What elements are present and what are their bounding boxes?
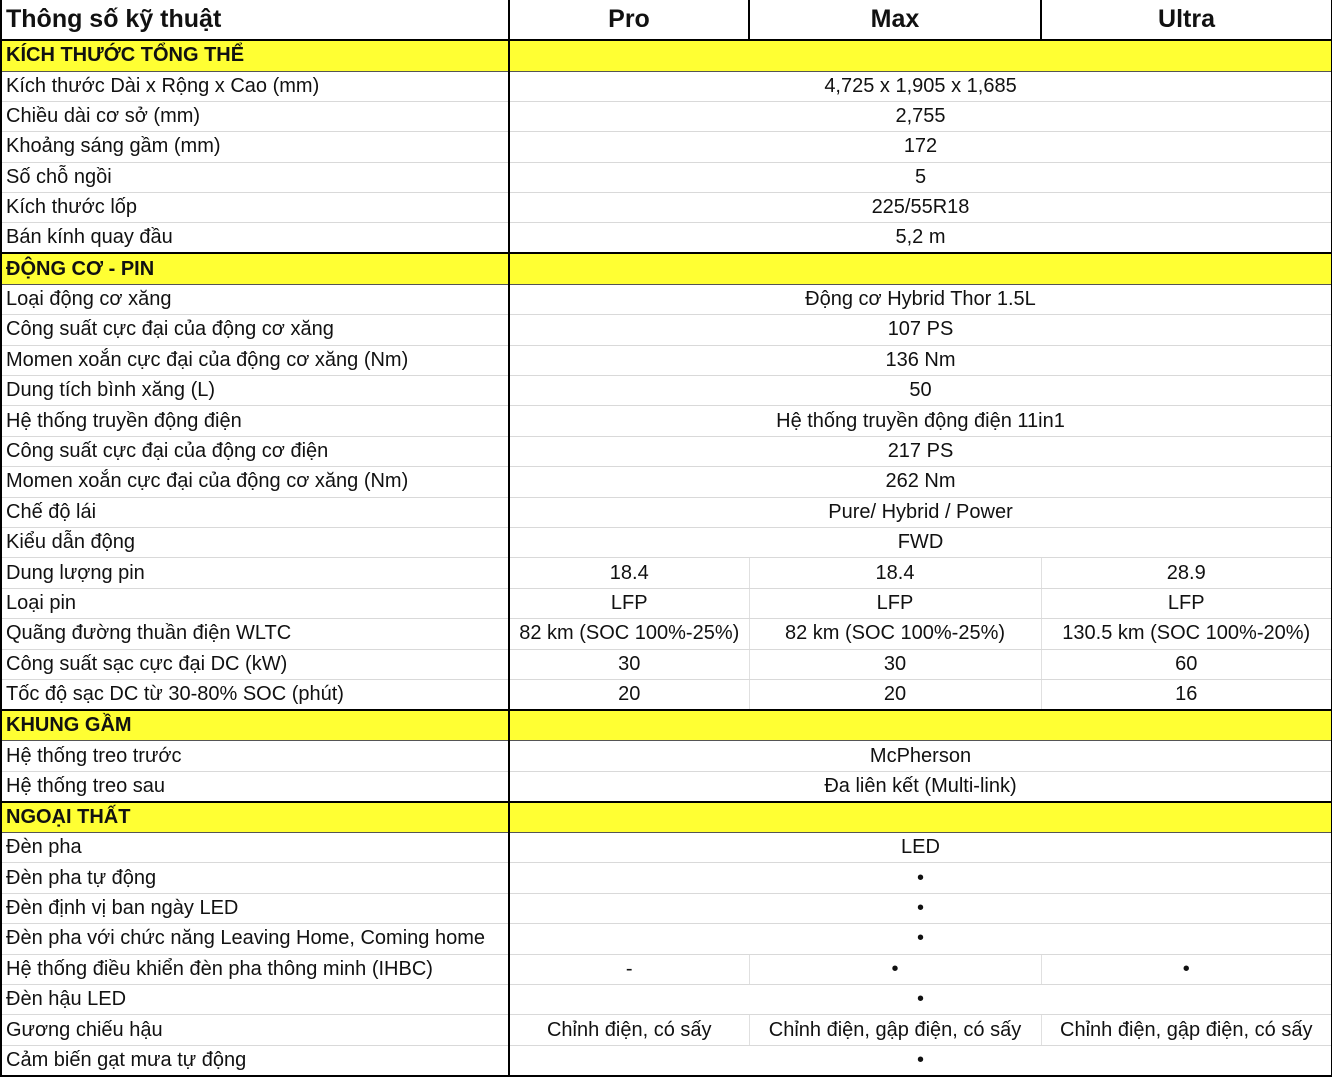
row-value-pro: 30: [509, 649, 749, 679]
row-value-all: 225/55R18: [509, 193, 1332, 223]
row-value-all: FWD: [509, 527, 1332, 557]
row-label: Hệ thống truyền động điện: [1, 406, 509, 436]
row-value-all: Pure/ Hybrid / Power: [509, 497, 1332, 527]
row-value-ultra: 130.5 km (SOC 100%-20%): [1041, 619, 1332, 649]
table-row: [1, 1045, 1332, 1075]
table-row: [1, 771, 1332, 801]
row-value-pro: -: [509, 954, 749, 984]
row-value-ultra: LFP: [1041, 588, 1332, 618]
row-value-all: Hệ thống truyền động điện 11in1: [509, 406, 1332, 436]
row-label: Công suất cực đại của động cơ xăng: [1, 315, 509, 345]
table-row: [1, 558, 1332, 588]
row-label: Hệ thống treo sau: [1, 771, 509, 801]
table-row: [1, 436, 1332, 466]
row-value-max: •: [749, 954, 1041, 984]
row-label: Hệ thống treo trước: [1, 741, 509, 771]
table-row: [1, 497, 1332, 527]
row-value-all: 136 Nm: [509, 345, 1332, 375]
table-row: [1, 619, 1332, 649]
row-value-ultra: 60: [1041, 649, 1332, 679]
row-value-all: Đa liên kết (Multi-link): [509, 771, 1332, 801]
row-value-ultra: Chỉnh điện, gập điện, có sấy: [1041, 1015, 1332, 1045]
row-value-all: •: [509, 924, 1332, 954]
header-ultra: Ultra: [1041, 0, 1332, 40]
table-row: [1, 162, 1332, 192]
table-row: [1, 863, 1332, 893]
row-label: Quãng đường thuần điện WLTC: [1, 619, 509, 649]
section-title: NGOẠI THẤT: [1, 802, 509, 833]
header-pro: Pro: [509, 0, 749, 40]
table-row: [1, 649, 1332, 679]
row-label: Hệ thống điều khiển đèn pha thông minh (IHBC): [1, 954, 509, 984]
row-value-all: 50: [509, 376, 1332, 406]
row-value-pro: Chỉnh điện, có sấy: [509, 1015, 749, 1045]
row-label: Kiểu dẫn động: [1, 527, 509, 557]
table-row: [1, 924, 1332, 954]
row-value-all: •: [509, 893, 1332, 923]
row-label: Loại động cơ xăng: [1, 284, 509, 314]
row-value-all: •: [509, 863, 1332, 893]
row-value-all: •: [509, 1045, 1332, 1075]
table-row: [1, 315, 1332, 345]
section-title: KHUNG GẦM: [1, 710, 509, 741]
row-value-all: 5: [509, 162, 1332, 192]
row-label: Khoảng sáng gầm (mm): [1, 132, 509, 162]
row-value-max: 82 km (SOC 100%-25%): [749, 619, 1041, 649]
row-value-max: 20: [749, 679, 1041, 709]
row-label: Đèn pha với chức năng Leaving Home, Coming home: [1, 924, 509, 954]
row-value-all: 262 Nm: [509, 467, 1332, 497]
row-value-ultra: •: [1041, 954, 1332, 984]
table-row: [1, 406, 1332, 436]
row-value-max: LFP: [749, 588, 1041, 618]
row-label: Dung lượng pin: [1, 558, 509, 588]
table-row: [1, 284, 1332, 314]
row-value-all: •: [509, 985, 1332, 1015]
table-row: [1, 527, 1332, 557]
row-value-all: 172: [509, 132, 1332, 162]
row-label: Đèn pha tự động: [1, 863, 509, 893]
row-label: Momen xoắn cực đại của động cơ xăng (Nm): [1, 467, 509, 497]
header-row: [1, 0, 1332, 40]
spec-table-body: [1, 0, 1332, 1076]
table-row: [1, 193, 1332, 223]
row-value-pro: 20: [509, 679, 749, 709]
table-row: [1, 467, 1332, 497]
table-row: [1, 345, 1332, 375]
row-value-pro: LFP: [509, 588, 749, 618]
table-row: [1, 985, 1332, 1015]
table-row: [1, 954, 1332, 984]
table-row: [1, 1015, 1332, 1045]
row-value-all: 4,725 x 1,905 x 1,685: [509, 71, 1332, 101]
section-header-row: [1, 802, 1332, 833]
row-label: Chiều dài cơ sở (mm): [1, 101, 509, 131]
section-header-row: [1, 253, 1332, 284]
row-value-max: 18.4: [749, 558, 1041, 588]
table-row: [1, 101, 1332, 131]
row-value-max: Chỉnh điện, gập điện, có sấy: [749, 1015, 1041, 1045]
section-title: ĐỘNG CƠ - PIN: [1, 253, 509, 284]
row-label: Tốc độ sạc DC từ 30-80% SOC (phút): [1, 679, 509, 709]
row-value-all: 217 PS: [509, 436, 1332, 466]
row-label: Chế độ lái: [1, 497, 509, 527]
row-label: Gương chiếu hậu: [1, 1015, 509, 1045]
row-value-pro: 18.4: [509, 558, 749, 588]
row-label: Số chỗ ngồi: [1, 162, 509, 192]
row-value-ultra: 28.9: [1041, 558, 1332, 588]
row-label: Đèn hậu LED: [1, 985, 509, 1015]
table-row: [1, 223, 1332, 253]
header-max: Max: [749, 0, 1041, 40]
section-title: KÍCH THƯỚC TỔNG THỂ: [1, 40, 509, 71]
row-value-all: 107 PS: [509, 315, 1332, 345]
row-value-all: LED: [509, 833, 1332, 863]
table-row: [1, 893, 1332, 923]
table-row: [1, 741, 1332, 771]
section-filler: [509, 802, 1332, 833]
section-header-row: [1, 710, 1332, 741]
row-value-all: 5,2 m: [509, 223, 1332, 253]
section-filler: [509, 253, 1332, 284]
table-row: [1, 376, 1332, 406]
row-label: Cảm biến gạt mưa tự động: [1, 1045, 509, 1075]
row-label: Dung tích bình xăng (L): [1, 376, 509, 406]
section-filler: [509, 40, 1332, 71]
row-label: Công suất sạc cực đại DC (kW): [1, 649, 509, 679]
row-label: Kích thước lốp: [1, 193, 509, 223]
row-label: Công suất cực đại của động cơ điện: [1, 436, 509, 466]
table-row: [1, 833, 1332, 863]
table-row: [1, 71, 1332, 101]
table-row: [1, 132, 1332, 162]
row-label: Loại pin: [1, 588, 509, 618]
section-filler: [509, 710, 1332, 741]
header-label: Thông số kỹ thuật: [1, 0, 509, 40]
row-value-all: McPherson: [509, 741, 1332, 771]
row-value-max: 30: [749, 649, 1041, 679]
row-label: Kích thước Dài x Rộng x Cao (mm): [1, 71, 509, 101]
row-value-all: Động cơ Hybrid Thor 1.5L: [509, 284, 1332, 314]
section-header-row: [1, 40, 1332, 71]
table-row: [1, 679, 1332, 709]
row-label: Bán kính quay đầu: [1, 223, 509, 253]
row-value-all: 2,755: [509, 101, 1332, 131]
row-value-ultra: 16: [1041, 679, 1332, 709]
table-row: [1, 588, 1332, 618]
row-label: Momen xoắn cực đại của động cơ xăng (Nm): [1, 345, 509, 375]
row-label: Đèn pha: [1, 833, 509, 863]
row-value-pro: 82 km (SOC 100%-25%): [509, 619, 749, 649]
row-label: Đèn định vị ban ngày LED: [1, 893, 509, 923]
